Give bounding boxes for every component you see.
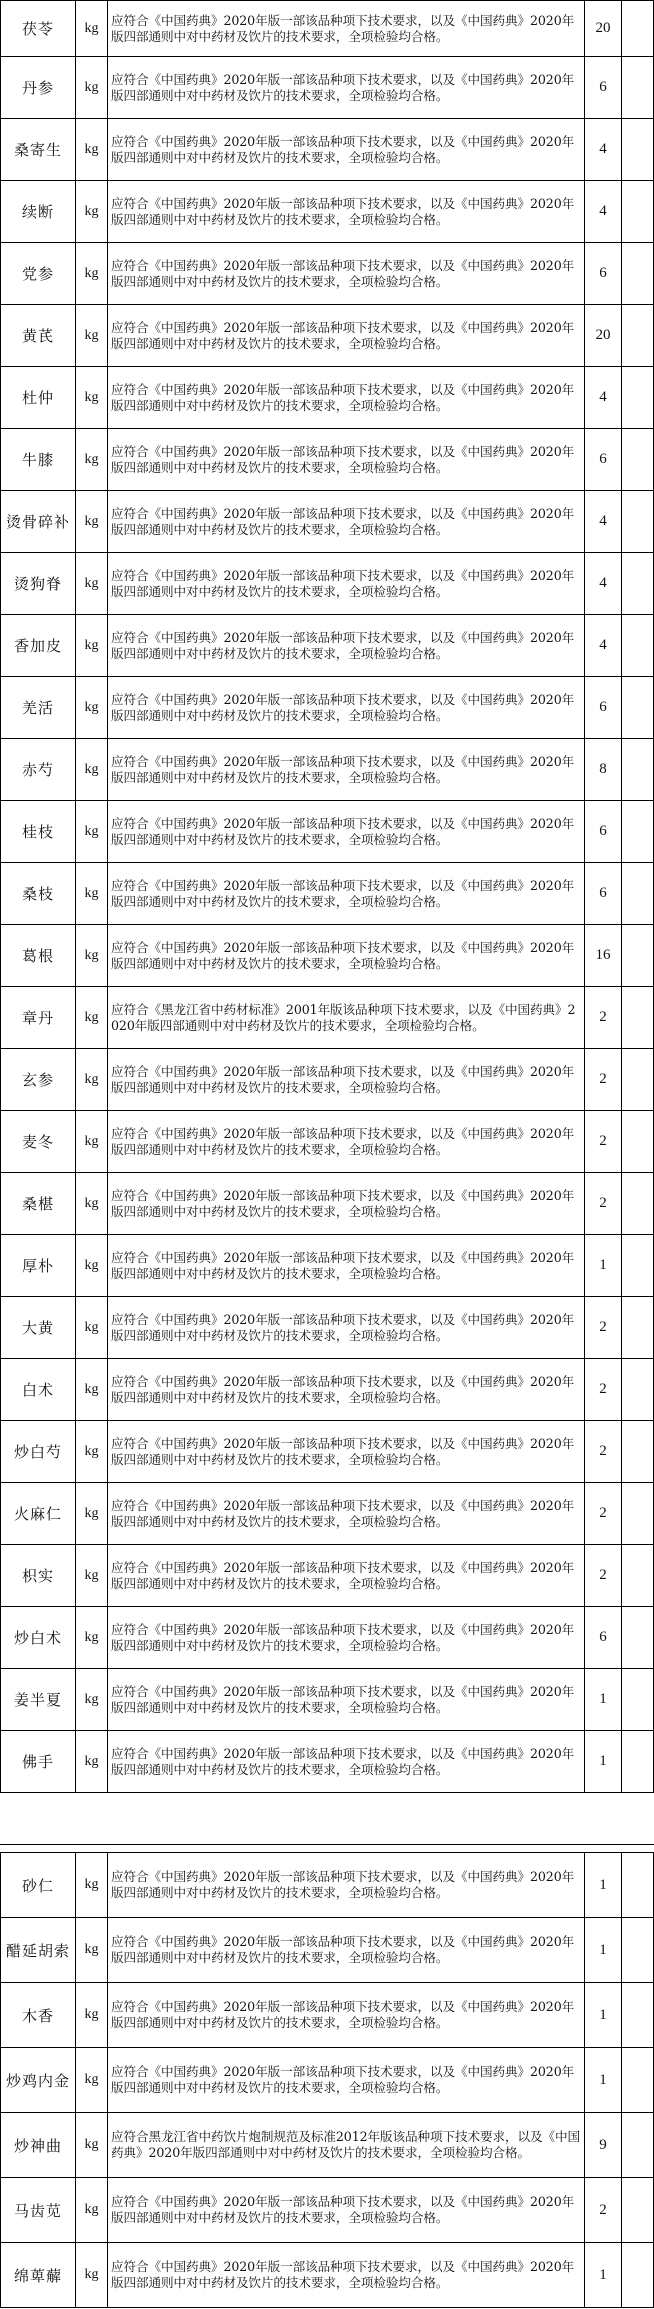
- herb-name-cell: 大黄: [1, 1297, 76, 1359]
- blank-cell: [622, 1483, 654, 1545]
- quantity-cell: 1: [585, 2048, 622, 2113]
- table-row: [1, 1, 654, 57]
- herb-name-cell: 厚朴: [1, 1235, 76, 1297]
- requirement-cell: 应符合《中国药典》2020年版一部该品种项下技术要求，以及《中国药典》2020年版四部通则中对中药材及饮片的技术要求，全项检验均合格。: [108, 119, 585, 181]
- quantity-cell: 1: [585, 1669, 622, 1731]
- quantity-cell: 6: [585, 863, 622, 925]
- quantity-cell: 6: [585, 429, 622, 491]
- unit-cell: kg: [76, 2113, 108, 2178]
- unit-cell: kg: [76, 1049, 108, 1111]
- requirement-cell: 应符合《黑龙江省中药材标准》2001年版该品种项下技术要求，以及《中国药典》2020年版四部通则中对中药材及饮片的技术要求，全项检验均合格。: [108, 987, 585, 1049]
- blank-cell: [622, 1049, 654, 1111]
- unit-cell: kg: [76, 615, 108, 677]
- requirement-cell: 应符合《中国药典》2020年版一部该品种项下技术要求，以及《中国药典》2020年版四部通则中对中药材及饮片的技术要求，全项检验均合格。: [108, 491, 585, 553]
- blank-cell: [622, 491, 654, 553]
- requirement-cell: 应符合《中国药典》2020年版一部该品种项下技术要求，以及《中国药典》2020年版四部通则中对中药材及饮片的技术要求，全项检验均合格。: [108, 1983, 585, 2048]
- table-row: [1, 1607, 654, 1669]
- blank-cell: [622, 1297, 654, 1359]
- blank-cell: [622, 2048, 654, 2113]
- quantity-cell: 2: [585, 1483, 622, 1545]
- quantity-cell: 1: [585, 2243, 622, 2308]
- blank-cell: [622, 243, 654, 305]
- blank-cell: [622, 801, 654, 863]
- unit-cell: kg: [76, 739, 108, 801]
- requirement-cell: 应符合《中国药典》2020年版一部该品种项下技术要求，以及《中国药典》2020年版四部通则中对中药材及饮片的技术要求，全项检验均合格。: [108, 739, 585, 801]
- herb-name-cell: 党参: [1, 243, 76, 305]
- table-row: [1, 1049, 654, 1111]
- unit-cell: kg: [76, 2243, 108, 2308]
- herb-name-cell: 桑寄生: [1, 119, 76, 181]
- table-row: [1, 739, 654, 801]
- unit-cell: kg: [76, 1359, 108, 1421]
- quantity-cell: 20: [585, 1, 622, 57]
- requirement-cell: 应符合《中国药典》2020年版一部该品种项下技术要求，以及《中国药典》2020年版四部通则中对中药材及饮片的技术要求，全项检验均合格。: [108, 863, 585, 925]
- requirement-cell: 应符合《中国药典》2020年版一部该品种项下技术要求，以及《中国药典》2020年版四部通则中对中药材及饮片的技术要求，全项检验均合格。: [108, 429, 585, 491]
- herb-spec-table-body: [1, 1853, 654, 2308]
- herb-name-cell: 桑椹: [1, 1173, 76, 1235]
- unit-cell: kg: [76, 1983, 108, 2048]
- quantity-cell: 4: [585, 615, 622, 677]
- requirement-cell: 应符合《中国药典》2020年版一部该品种项下技术要求，以及《中国药典》2020年版四部通则中对中药材及饮片的技术要求，全项检验均合格。: [108, 677, 585, 739]
- herb-name-cell: 牛膝: [1, 429, 76, 491]
- blank-cell: [622, 1173, 654, 1235]
- herb-name-cell: 杜仲: [1, 367, 76, 429]
- herb-name-cell: 炒白芍: [1, 1421, 76, 1483]
- table-row: [1, 57, 654, 119]
- table-row: [1, 1111, 654, 1173]
- herb-name-cell: 赤芍: [1, 739, 76, 801]
- quantity-cell: 2: [585, 1111, 622, 1173]
- blank-cell: [622, 2113, 654, 2178]
- herb-name-cell: 木香: [1, 1983, 76, 2048]
- herb-name-cell: 姜半夏: [1, 1669, 76, 1731]
- table-row: [1, 1918, 654, 1983]
- unit-cell: kg: [76, 1607, 108, 1669]
- herb-name-cell: 章丹: [1, 987, 76, 1049]
- requirement-cell: 应符合《中国药典》2020年版一部该品种项下技术要求，以及《中国药典》2020年版四部通则中对中药材及饮片的技术要求，全项检验均合格。: [108, 181, 585, 243]
- table-row: [1, 2113, 654, 2178]
- unit-cell: kg: [76, 863, 108, 925]
- quantity-cell: 1: [585, 1853, 622, 1918]
- herb-name-cell: 续断: [1, 181, 76, 243]
- quantity-cell: 4: [585, 181, 622, 243]
- unit-cell: kg: [76, 243, 108, 305]
- requirement-cell: 应符合《中国药典》2020年版一部该品种项下技术要求，以及《中国药典》2020年版四部通则中对中药材及饮片的技术要求，全项检验均合格。: [108, 1111, 585, 1173]
- table-row: [1, 1297, 654, 1359]
- table-row: [1, 863, 654, 925]
- unit-cell: kg: [76, 1173, 108, 1235]
- unit-cell: kg: [76, 1853, 108, 1918]
- herb-name-cell: 烫狗脊: [1, 553, 76, 615]
- blank-cell: [622, 863, 654, 925]
- table-row: [1, 925, 654, 987]
- requirement-cell: 应符合《中国药典》2020年版一部该品种项下技术要求，以及《中国药典》2020年版四部通则中对中药材及饮片的技术要求，全项检验均合格。: [108, 1545, 585, 1607]
- blank-cell: [622, 429, 654, 491]
- quantity-cell: 1: [585, 1731, 622, 1793]
- quantity-cell: 16: [585, 925, 622, 987]
- requirement-cell: 应符合《中国药典》2020年版一部该品种项下技术要求，以及《中国药典》2020年版四部通则中对中药材及饮片的技术要求，全项检验均合格。: [108, 1173, 585, 1235]
- requirement-cell: 应符合《中国药典》2020年版一部该品种项下技术要求，以及《中国药典》2020年版四部通则中对中药材及饮片的技术要求，全项检验均合格。: [108, 1607, 585, 1669]
- quantity-cell: 4: [585, 553, 622, 615]
- table-row: [1, 1483, 654, 1545]
- unit-cell: kg: [76, 2178, 108, 2243]
- blank-cell: [622, 987, 654, 1049]
- blank-cell: [622, 1359, 654, 1421]
- unit-cell: kg: [76, 2048, 108, 2113]
- herb-name-cell: 炒神曲: [1, 2113, 76, 2178]
- herb-name-cell: 烫骨碎补: [1, 491, 76, 553]
- table-row: [1, 305, 654, 367]
- requirement-cell: 应符合《中国药典》2020年版一部该品种项下技术要求，以及《中国药典》2020年版四部通则中对中药材及饮片的技术要求，全项检验均合格。: [108, 57, 585, 119]
- blank-cell: [622, 1421, 654, 1483]
- quantity-cell: 8: [585, 739, 622, 801]
- table-row: [1, 2048, 654, 2113]
- herb-name-cell: 香加皮: [1, 615, 76, 677]
- table-row: [1, 119, 654, 181]
- requirement-cell: 应符合《中国药典》2020年版一部该品种项下技术要求，以及《中国药典》2020年版四部通则中对中药材及饮片的技术要求，全项检验均合格。: [108, 1, 585, 57]
- blank-cell: [622, 1669, 654, 1731]
- quantity-cell: 2: [585, 987, 622, 1049]
- table-row: [1, 1545, 654, 1607]
- quantity-cell: 1: [585, 1918, 622, 1983]
- blank-cell: [622, 1918, 654, 1983]
- blank-cell: [622, 1235, 654, 1297]
- quantity-cell: 6: [585, 677, 622, 739]
- unit-cell: kg: [76, 119, 108, 181]
- blank-cell: [622, 367, 654, 429]
- blank-cell: [622, 739, 654, 801]
- unit-cell: kg: [76, 553, 108, 615]
- table-row: [1, 1853, 654, 1918]
- table-row: [1, 243, 654, 305]
- unit-cell: kg: [76, 1, 108, 57]
- blank-cell: [622, 1731, 654, 1793]
- unit-cell: kg: [76, 1235, 108, 1297]
- herb-name-cell: 马齿苋: [1, 2178, 76, 2243]
- table-row: [1, 553, 654, 615]
- blank-cell: [622, 305, 654, 367]
- requirement-cell: 应符合《中国药典》2020年版一部该品种项下技术要求，以及《中国药典》2020年版四部通则中对中药材及饮片的技术要求，全项检验均合格。: [108, 925, 585, 987]
- table-row: [1, 2243, 654, 2308]
- unit-cell: kg: [76, 1731, 108, 1793]
- herb-name-cell: 枳实: [1, 1545, 76, 1607]
- table-row: [1, 1983, 654, 2048]
- herb-name-cell: 火麻仁: [1, 1483, 76, 1545]
- herb-name-cell: 醋延胡索: [1, 1918, 76, 1983]
- quantity-cell: 4: [585, 491, 622, 553]
- herb-name-cell: 麦冬: [1, 1111, 76, 1173]
- unit-cell: kg: [76, 1111, 108, 1173]
- requirement-cell: 应符合《中国药典》2020年版一部该品种项下技术要求，以及《中国药典》2020年版四部通则中对中药材及饮片的技术要求，全项检验均合格。: [108, 2178, 585, 2243]
- requirement-cell: 应符合《中国药典》2020年版一部该品种项下技术要求，以及《中国药典》2020年版四部通则中对中药材及饮片的技术要求，全项检验均合格。: [108, 1731, 585, 1793]
- unit-cell: kg: [76, 1421, 108, 1483]
- blank-cell: [622, 615, 654, 677]
- unit-cell: kg: [76, 801, 108, 863]
- table-row: [1, 1235, 654, 1297]
- table-row: [1, 677, 654, 739]
- unit-cell: kg: [76, 491, 108, 553]
- unit-cell: kg: [76, 367, 108, 429]
- unit-cell: kg: [76, 1483, 108, 1545]
- quantity-cell: 2: [585, 1297, 622, 1359]
- herb-name-cell: 茯苓: [1, 1, 76, 57]
- quantity-cell: 2: [585, 1421, 622, 1483]
- requirement-cell: 应符合《中国药典》2020年版一部该品种项下技术要求，以及《中国药典》2020年版四部通则中对中药材及饮片的技术要求，全项检验均合格。: [108, 1483, 585, 1545]
- requirement-cell: 应符合《中国药典》2020年版一部该品种项下技术要求，以及《中国药典》2020年版四部通则中对中药材及饮片的技术要求，全项检验均合格。: [108, 1235, 585, 1297]
- quantity-cell: 9: [585, 2113, 622, 2178]
- requirement-cell: 应符合《中国药典》2020年版一部该品种项下技术要求，以及《中国药典》2020年版四部通则中对中药材及饮片的技术要求，全项检验均合格。: [108, 1918, 585, 1983]
- requirement-cell: 应符合《中国药典》2020年版一部该品种项下技术要求，以及《中国药典》2020年版四部通则中对中药材及饮片的技术要求，全项检验均合格。: [108, 243, 585, 305]
- herb-name-cell: 桑枝: [1, 863, 76, 925]
- requirement-cell: 应符合《中国药典》2020年版一部该品种项下技术要求，以及《中国药典》2020年版四部通则中对中药材及饮片的技术要求，全项检验均合格。: [108, 1049, 585, 1111]
- unit-cell: kg: [76, 1297, 108, 1359]
- unit-cell: kg: [76, 305, 108, 367]
- blank-cell: [622, 119, 654, 181]
- unit-cell: kg: [76, 1545, 108, 1607]
- table-row: [1, 1421, 654, 1483]
- quantity-cell: 6: [585, 801, 622, 863]
- quantity-cell: 20: [585, 305, 622, 367]
- table-row: [1, 1173, 654, 1235]
- blank-cell: [622, 1853, 654, 1918]
- requirement-cell: 应符合黑龙江省中药饮片炮制规范及标准2012年版该品种项下技术要求，以及《中国药典》2020年版四部通则中对中药材及饮片的技术要求，全项检验均合格。: [108, 2113, 585, 2178]
- requirement-cell: 应符合《中国药典》2020年版一部该品种项下技术要求，以及《中国药典》2020年版四部通则中对中药材及饮片的技术要求，全项检验均合格。: [108, 1421, 585, 1483]
- table-row: [1, 2178, 654, 2243]
- table-row: [1, 1669, 654, 1731]
- herb-spec-table-body: [1, 1, 654, 1793]
- herb-spec-table-part-2: [0, 1852, 654, 2308]
- blank-cell: [622, 1983, 654, 2048]
- requirement-cell: 应符合《中国药典》2020年版一部该品种项下技术要求，以及《中国药典》2020年版四部通则中对中药材及饮片的技术要求，全项检验均合格。: [108, 801, 585, 863]
- requirement-cell: 应符合《中国药典》2020年版一部该品种项下技术要求，以及《中国药典》2020年版四部通则中对中药材及饮片的技术要求，全项检验均合格。: [108, 615, 585, 677]
- requirement-cell: 应符合《中国药典》2020年版一部该品种项下技术要求，以及《中国药典》2020年版四部通则中对中药材及饮片的技术要求，全项检验均合格。: [108, 2243, 585, 2308]
- table-row: [1, 1359, 654, 1421]
- herb-name-cell: 佛手: [1, 1731, 76, 1793]
- table-row: [1, 491, 654, 553]
- quantity-cell: 1: [585, 1983, 622, 2048]
- unit-cell: kg: [76, 57, 108, 119]
- herb-name-cell: 炒白术: [1, 1607, 76, 1669]
- table-row: [1, 367, 654, 429]
- quantity-cell: 6: [585, 57, 622, 119]
- unit-cell: kg: [76, 181, 108, 243]
- table-row: [1, 615, 654, 677]
- unit-cell: kg: [76, 987, 108, 1049]
- blank-cell: [622, 677, 654, 739]
- unit-cell: kg: [76, 429, 108, 491]
- quantity-cell: 6: [585, 1607, 622, 1669]
- requirement-cell: 应符合《中国药典》2020年版一部该品种项下技术要求，以及《中国药典》2020年版四部通则中对中药材及饮片的技术要求，全项检验均合格。: [108, 1359, 585, 1421]
- quantity-cell: 4: [585, 119, 622, 181]
- herb-name-cell: 羌活: [1, 677, 76, 739]
- quantity-cell: 2: [585, 1359, 622, 1421]
- requirement-cell: 应符合《中国药典》2020年版一部该品种项下技术要求，以及《中国药典》2020年版四部通则中对中药材及饮片的技术要求，全项检验均合格。: [108, 553, 585, 615]
- requirement-cell: 应符合《中国药典》2020年版一部该品种项下技术要求，以及《中国药典》2020年版四部通则中对中药材及饮片的技术要求，全项检验均合格。: [108, 305, 585, 367]
- herb-name-cell: 丹参: [1, 57, 76, 119]
- quantity-cell: 2: [585, 1173, 622, 1235]
- table-row: [1, 429, 654, 491]
- table-row: [1, 987, 654, 1049]
- requirement-cell: 应符合《中国药典》2020年版一部该品种项下技术要求，以及《中国药典》2020年版四部通则中对中药材及饮片的技术要求，全项检验均合格。: [108, 1853, 585, 1918]
- unit-cell: kg: [76, 925, 108, 987]
- requirement-cell: 应符合《中国药典》2020年版一部该品种项下技术要求，以及《中国药典》2020年版四部通则中对中药材及饮片的技术要求，全项检验均合格。: [108, 367, 585, 429]
- herb-name-cell: 绵萆薢: [1, 2243, 76, 2308]
- blank-cell: [622, 2178, 654, 2243]
- page-break-line: [0, 1844, 654, 1852]
- table-row: [1, 181, 654, 243]
- herb-name-cell: 葛根: [1, 925, 76, 987]
- blank-cell: [622, 553, 654, 615]
- blank-cell: [622, 1545, 654, 1607]
- herb-name-cell: 炒鸡内金: [1, 2048, 76, 2113]
- requirement-cell: 应符合《中国药典》2020年版一部该品种项下技术要求，以及《中国药典》2020年版四部通则中对中药材及饮片的技术要求，全项检验均合格。: [108, 2048, 585, 2113]
- herb-name-cell: 砂仁: [1, 1853, 76, 1918]
- unit-cell: kg: [76, 677, 108, 739]
- quantity-cell: 2: [585, 1049, 622, 1111]
- unit-cell: kg: [76, 1918, 108, 1983]
- blank-cell: [622, 925, 654, 987]
- herb-name-cell: 桂枝: [1, 801, 76, 863]
- blank-cell: [622, 1607, 654, 1669]
- blank-cell: [622, 1, 654, 57]
- blank-cell: [622, 1111, 654, 1173]
- herb-name-cell: 白术: [1, 1359, 76, 1421]
- blank-cell: [622, 2243, 654, 2308]
- quantity-cell: 4: [585, 367, 622, 429]
- requirement-cell: 应符合《中国药典》2020年版一部该品种项下技术要求，以及《中国药典》2020年版四部通则中对中药材及饮片的技术要求，全项检验均合格。: [108, 1669, 585, 1731]
- herb-name-cell: 玄参: [1, 1049, 76, 1111]
- blank-cell: [622, 181, 654, 243]
- herb-name-cell: 黄芪: [1, 305, 76, 367]
- requirement-cell: 应符合《中国药典》2020年版一部该品种项下技术要求，以及《中国药典》2020年版四部通则中对中药材及饮片的技术要求，全项检验均合格。: [108, 1297, 585, 1359]
- quantity-cell: 2: [585, 2178, 622, 2243]
- quantity-cell: 6: [585, 243, 622, 305]
- quantity-cell: 1: [585, 1235, 622, 1297]
- quantity-cell: 2: [585, 1545, 622, 1607]
- unit-cell: kg: [76, 1669, 108, 1731]
- table-row: [1, 801, 654, 863]
- blank-cell: [622, 57, 654, 119]
- table-row: [1, 1731, 654, 1793]
